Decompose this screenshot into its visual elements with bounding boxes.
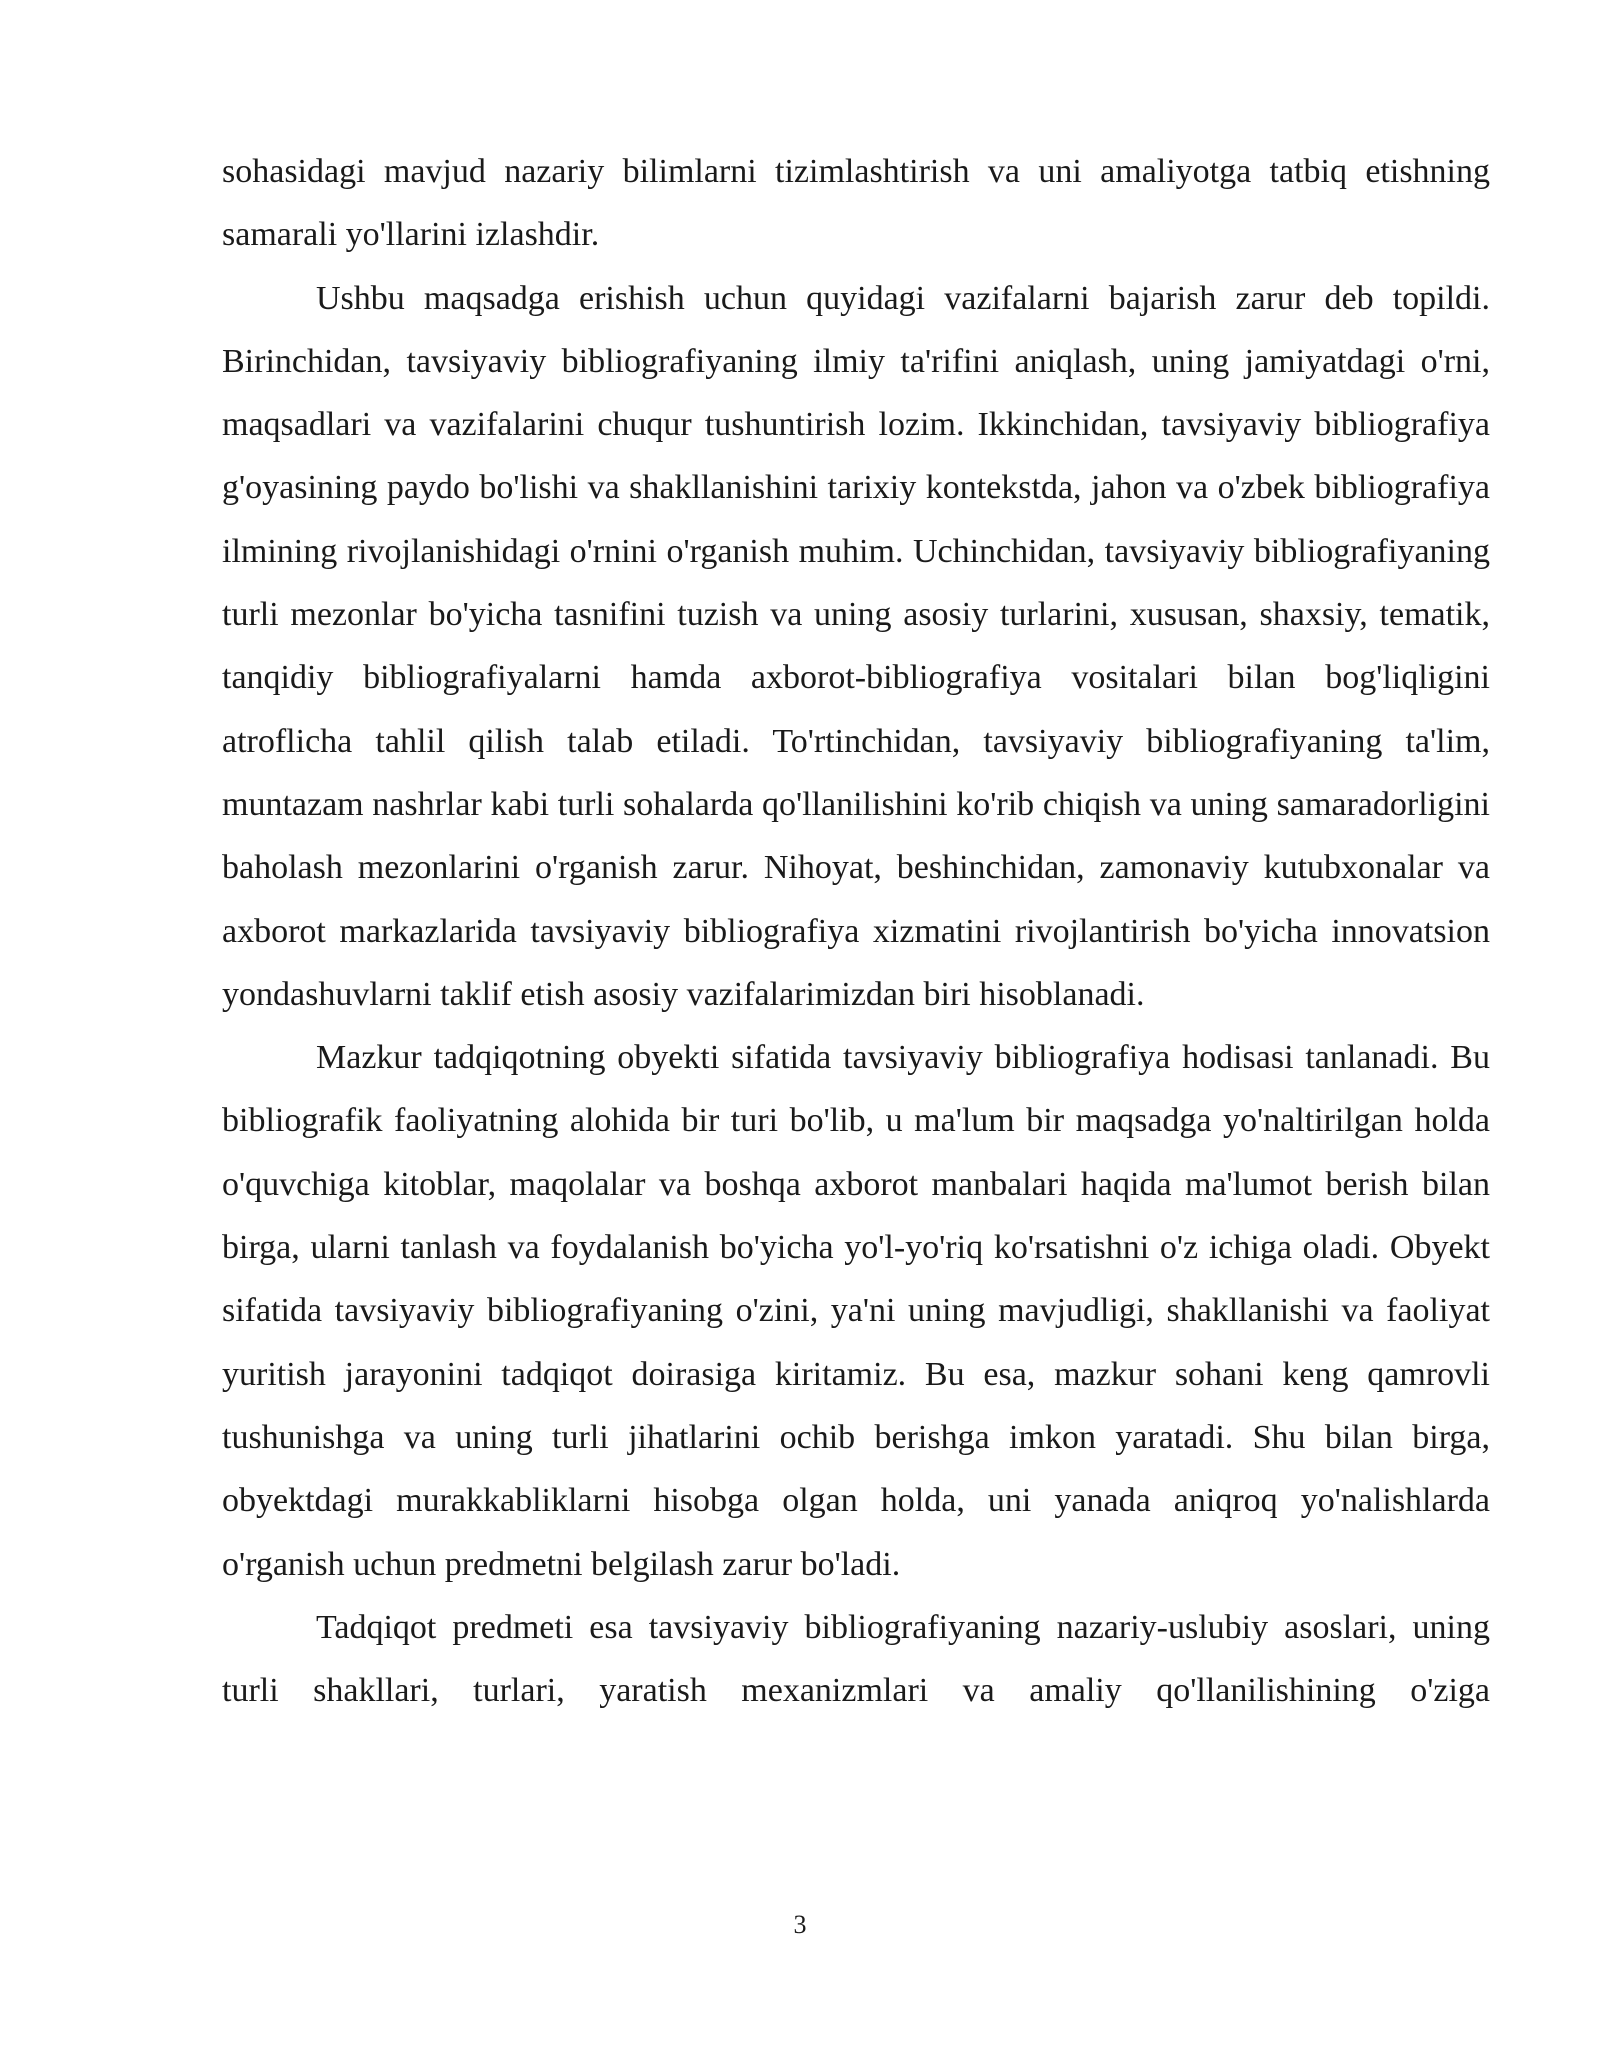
page-number: 3 bbox=[793, 1910, 807, 1939]
paragraph-continuation: sohasidagi mavjud nazariy bilimlarni tizimlashtirish va uni amaliyotga tatbiq etishning samarali yo'llarini izlashdir. bbox=[222, 153, 1490, 254]
document-body bbox=[222, 140, 1490, 1722]
paragraph-research-subject: Tadqiqot predmeti esa tavsiyaviy bibliografiyaning nazariy-uslubiy asoslari, uning turli shakllari, turlari, yaratish mexanizmlari va amaliy qo'llanilishining o'ziga bbox=[222, 1608, 1490, 1710]
paragraph-tasks: Ushbu maqsadga erishish uchun quyidagi vazifalarni bajarish zarur deb topildi. Birinchidan, tavsiyaviy bibliografiyaning ilmiy ta'rifini aniqlash, uning jamiyatdagi o'rni, maqsadlari va vazifalarini chuqur tushuntirish lozim. Ikkinchidan, tavsiyaviy bibliografiya g'oyasining paydo bo'lishi va shakllanishini tarixiy kontekstda, jahon va o'zbek bibliografiya ilmining rivojlanishidagi o'rnini o'rganish muhim. Uchinchidan, tavsiyaviy bibliografiyaning turli mezonlar bo'yicha tasnifini tuzish va uning asosiy turlarini, xususan, shaxsiy, tematik, tanqidiy bibliografiyalarni hamda axborot-bibliografiya vositalari bilan bog'liqligini atroflicha tahlil qilish talab etiladi. To'rtinchidan, tavsiyaviy bibliografiyaning ta'lim, muntazam nashrlar kabi turli sohalarda qo'llanilishini ko'rib chiqish va uning samaradorligini baholash mezonlarini o'rganish zarur. Nihoyat, beshinchidan, zamonaviy kutubxonalar va axborot markazlarida tavsiyaviy bibliografiya xizmatini rivojlantirish bo'yicha innovatsion yondashuvlarni taklif etish asosiy vazifalarimizdan biri hisoblanadi. bbox=[222, 279, 1490, 1013]
paragraph-research-object: Mazkur tadqiqotning obyekti sifatida tavsiyaviy bibliografiya hodisasi tanlanadi. Bu bibliografik faoliyatning alohida bir turi bo'lib, u ma'lum bir maqsadga yo'naltirilgan holda o'quvchiga kitoblar, maqolalar va boshqa axborot manbalari haqida ma'lumot berish bilan birga, ularni tanlash va foydalanish bo'yicha yo'l-yo'riq ko'rsatishni o'z ichiga oladi. Obyekt sifatida tavsiyaviy bibliografiyaning o'zini, ya'ni uning mavjudligi, shakllanishi va faoliyat yuritish jarayonini tadqiqot doirasiga kiritamiz. Bu esa, mazkur sohani keng qamrovli tushunishga va uning turli jihatlarini ochib berishga imkon yaratadi. Shu bilan birga, obyektdagi murakkabliklarni hisobga olgan holda, uni yanada aniqroq yo'nalishlarda o'rganish uchun predmetni belgilash zarur bo'ladi. bbox=[222, 1039, 1490, 1583]
